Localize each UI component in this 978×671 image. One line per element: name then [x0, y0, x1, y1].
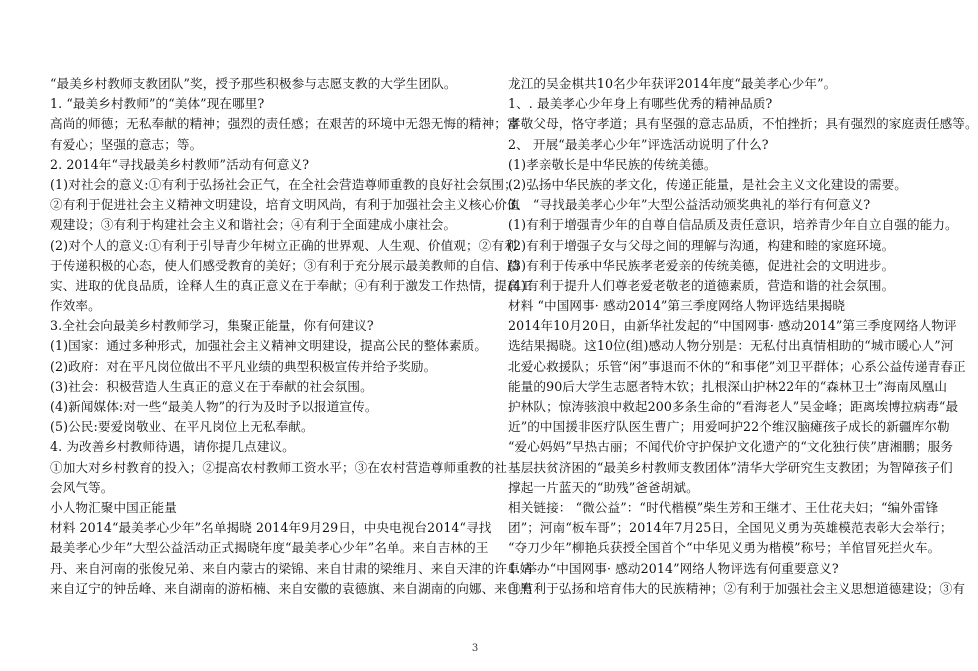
text-line: 近”的中国援非医疗队医生曹广；用爱呵护22个维汉脑瘫孩子成长的新疆库尔勒 — [508, 419, 950, 435]
text-line: 作效率。 — [50, 298, 101, 314]
text-line: (5)公民:要爱岗敬业、在平凡岗位上无私奉献。 — [50, 419, 314, 435]
text-line: 2. 2014年“寻找最美乡村教师”活动有何意义? — [50, 156, 310, 172]
right-column — [508, 74, 978, 599]
text-line: 能量的90后大学生志愿者特木钦；扎根深山护林22年的“森林卫士”海南凤凰山 — [508, 378, 948, 394]
text-line: (3)社会：积极营造人生真正的意义在于奉献的社会氛围。 — [50, 378, 373, 394]
text-line: 丹、来自河南的张俊兄弟、来自内蒙古的梁锦、来自甘肃的梁维月、来自天津的许卓婧 — [50, 560, 533, 576]
text-line: 有爱心；坚强的意志；等。 — [50, 136, 203, 152]
text-line: 4. 为改善乡村教师待遇，请你提几点建议。 — [50, 439, 295, 455]
text-line: 于传递积极的心态，使人们感受教育的美好；③有利于充分展示最美教师的自信、踏 — [50, 257, 520, 273]
text-line: 观建设；③有利于构建社会主义和谐社会；④有利于全面建成小康社会。 — [50, 217, 457, 233]
text-line: “最美乡村教师支教团队”奖，授予那些积极参与志愿支教的大学生团队。 — [50, 76, 457, 91]
text-line: 2014年10月20日，由新华社发起的“中国网事· 感动2014”第三季度网络人物评 — [508, 318, 957, 334]
text-line: 2、 开展“最美孝心少年”评选活动说明了什么? — [508, 136, 769, 152]
text-line: (1)国家：通过多种形式，加强社会主义精神文明建设，提高公民的整体素质。 — [50, 338, 488, 354]
text-line: 基层扶贫济困的“最美乡村教师支教团体”清华大学研究生支教团；为智障孩子们 — [508, 459, 953, 475]
text-line: (1)有利于增强青少年的自尊自信品质及责任意识，培养青少年自立自强的能力。 — [508, 217, 958, 233]
text-line: 3.全社会向最美乡村教师学习，集聚正能量，你有何建议? — [50, 318, 374, 334]
text-line: 材料 2014“最美孝心少年”名单揭晓 2014年9月29日，中央电视台2014“寻找 — [50, 520, 492, 536]
text-line: 北爱心救援队；乐管“闲”事退而不休的“和事佬”刘卫平群体；心系公益传递青春正 — [508, 358, 966, 374]
text-line: (4)新闻媒体:对一些“最美人物”的行为及时予以报道宣传。 — [50, 399, 378, 414]
left-column — [50, 74, 533, 599]
text-line: 护林队；惊涛骇浪中救起200多条生命的“看海老人”吴金峰；距离埃博拉病毒“最 — [508, 399, 959, 414]
text-line: (3)有利于传承中华民族孝老爱亲的传统美德，促进社会的文明进步。 — [508, 257, 895, 273]
text-line: 1. 举办“中国网事· 感动2014”网络人物评选有何重要意义? — [508, 560, 839, 576]
text-line: 选结果揭晓。这10位(组)感动人物分别是：无私付出真情相助的“城市暖心人”河 — [508, 338, 954, 354]
text-line: (1)对社会的意义:①有利于弘扬社会正气，在全社会营造尊师重教的良好社会氛围； — [50, 176, 517, 192]
text-line: 1、. 最美孝心少年身上有哪些优秀的精神品质? — [508, 96, 773, 112]
text-line: 最美孝心少年”大型公益活动正式揭晓年度“最美孝心少年”名单。来自吉林的王 — [50, 540, 489, 556]
text-line: 团”；河南“板车哥”；2014年7月25日，全国见义勇为英雄模范表彰大会举行； — [508, 520, 953, 536]
text-line: 高尚的师德；无私奉献的精神；强烈的责任感；在艰苦的环境中无怨无悔的精神；富 — [50, 116, 520, 132]
text-line: 来自辽宁的钟岳峰、来自湖南的游柘楠、来自安徽的袁德旗、来自湖南的向娜、来自黑 — [50, 580, 533, 596]
text-line: 材料 “中国网事· 感动2014”第三季度网络人物评选结果揭晓 — [508, 298, 846, 314]
text-line: 1. “最美乡村教师”的“美体”现在哪里? — [50, 96, 265, 112]
text-line: 3、 “寻找最美孝心少年”大型公益活动颁奖典礼的举行有何意义? — [508, 197, 871, 213]
text-line: ①加大对乡村教育的投入；②提高农村教师工资水平；③在农村营造尊师重教的社 — [50, 459, 507, 475]
text-line: (2)政府：对在平凡岗位做出不平凡业绩的典型积极宣传并给予奖励。 — [50, 358, 437, 374]
text-line: 实、进取的优良品质，诠释人生的真正意义在于奉献；④有利于激发工作热情，提高工 — [50, 277, 533, 293]
text-line: ①有利于弘扬和培育伟大的民族精神；②有利于加强社会主义思想道德建设；③有 — [508, 580, 965, 596]
text-line: (4)有利于提升人们尊老爱老敬老的道德素质，营造和谐的社会氛围。 — [508, 277, 895, 293]
text-line: 龙江的吴金棋共10名少年获评2014年度“最美孝心少年”。 — [508, 76, 837, 91]
page-number: 3 — [471, 643, 479, 654]
text-line: (2)对个人的意义:①有利于引导青少年树立正确的世界观、人生观、价值观；②有利 — [50, 237, 517, 253]
text-line: (1)孝亲敬长是中华民族的传统美德。 — [508, 156, 717, 172]
text-line: 孝敬父母，恪守孝道；具有坚强的意志品质，不怕挫折；具有强烈的家庭责任感等。 — [508, 116, 978, 132]
text-line: 相关链接： “微公益”：“时代楷模”柴生芳和王继才、王仕花夫妇；“编外雷锋 — [508, 499, 939, 515]
text-line: (2)弘扬中华民族的孝文化，传递正能量，是社会主义文化建设的需要。 — [508, 176, 907, 192]
text-line: “夺刀少年”柳艳兵获授全国首个“中华见义勇为楷模”称号；羊倌冒死拦火车。 — [508, 540, 941, 556]
text-line: 撑起一片蓝天的“助残”爸爸胡斌。 — [508, 479, 699, 495]
text-line: “爱心妈妈”早热古丽；不闻代价守护保护文化遗产的“文化独行侠”唐湘鹏；服务 — [508, 439, 954, 455]
text-line: (2)有利于增强子女与父母之间的理解与沟通，构建和睦的家庭环境。 — [508, 237, 895, 253]
text-line: ②有利于促进社会主义精神文明建设，培育文明风尚，有利于加强社会主义核心价值 — [50, 197, 520, 213]
text-line: 会风气等。 — [50, 479, 114, 495]
text-line: 小人物汇聚中国正能量 — [50, 499, 177, 515]
